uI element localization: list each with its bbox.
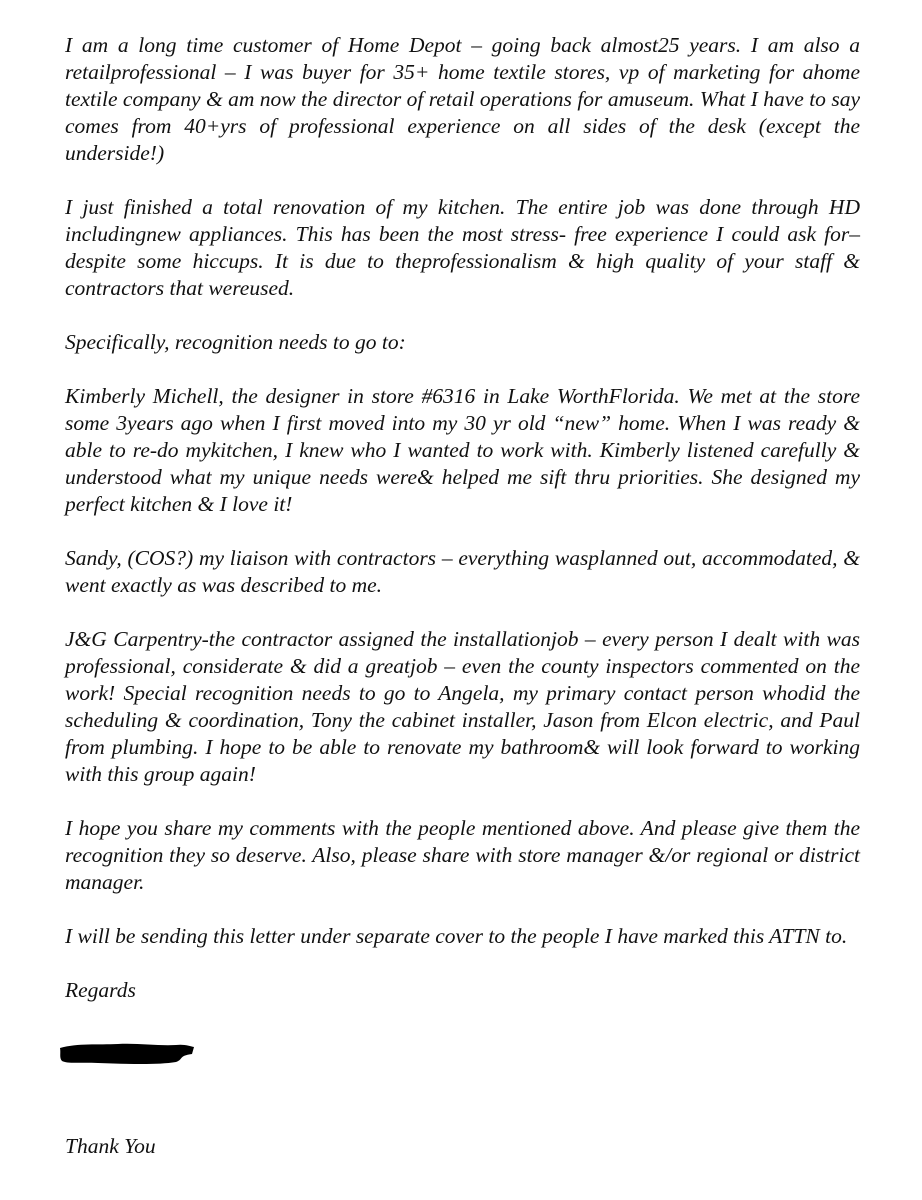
paragraph-renovation: I just finished a total renovation of my kitchen. The entire job was done through HD includingnew appliances. This has been the most stress- free experience I could ask for– despite some hiccups. It is due to theprofessionalism & high quality of your staff & contractors that wereused. [65,195,860,300]
paragraph-jg-carpentry: J&G Carpentry-the contractor assigned the installationjob – every person I dealt with was professional, considerate & did a greatjob – even the county inspectors commented on the work! Special recognition needs to go to Angela, my primary contact person whodid the scheduling & coordination, Tony the cabinet installer, Jason from Elcon electric, and Paul from plumbing. I hope to be able to renovate my bathroom& will look forward to working with this group again! [65,627,860,786]
signoff-thank-you: Thank You [65,1134,156,1158]
letter-body [65,32,860,1004]
redacted-signature [58,1040,196,1066]
paragraph-share-comments: I hope you share my comments with the people mentioned above. And please give them the recognition they so deserve. Also, please share with store manager &/or regional or district manager. [65,816,860,894]
paragraph-recognition-heading: Specifically, recognition needs to go to: [65,330,406,354]
closing-regards: Regards [65,978,136,1002]
paragraph-intro: I am a long time customer of Home Depot – going back almost25 years. I am also a retailprofessional – I was buyer for 35+ home textile stores, vp of marketing for ahome textile company & am now the director of retail operations for amuseum. What I have to say comes from 40+yrs of professional experience on all sides of the desk (except the underside!) [65,33,860,165]
paragraph-separate-cover: I will be sending this letter under separate cover to the people I have marked this ATTN to. [65,924,848,948]
paragraph-kimberly: Kimberly Michell, the designer in store #6316 in Lake WorthFlorida. We met at the store some 3years ago when I first moved into my 30 yr old “new” home. When I was ready & able to re-do mykitchen, I knew who I wanted to work with. Kimberly listened carefully & understood what my unique needs were& helped me sift thru priorities. She designed my perfect kitchen & I love it! [65,384,860,516]
paragraph-sandy: Sandy, (COS?) my liaison with contractors – everything wasplanned out, accommodated, & went exactly as was described to me. [65,546,860,597]
